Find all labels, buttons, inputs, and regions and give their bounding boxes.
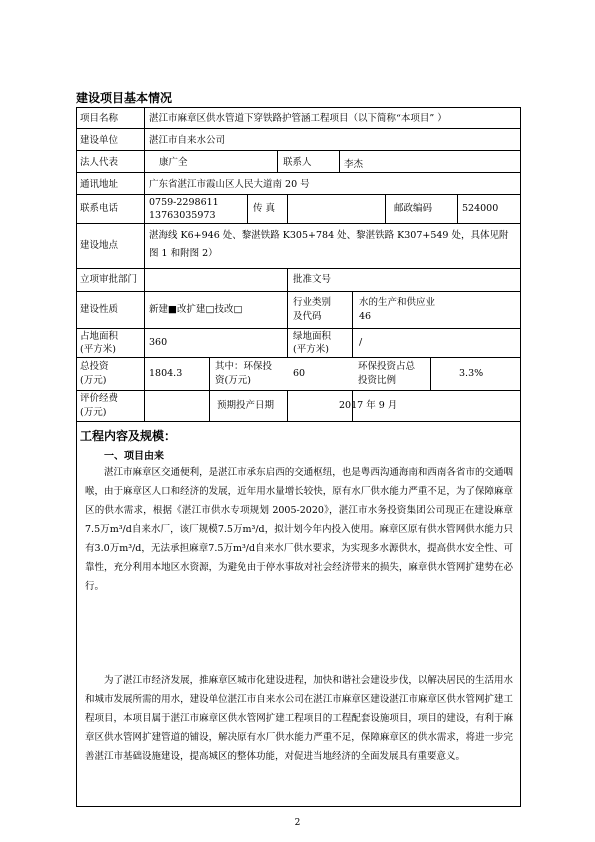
- area-label-2: (平方米): [80, 344, 116, 355]
- invest-label-1: 总投资: [80, 361, 109, 372]
- contact-label: 联系人: [283, 157, 312, 168]
- address-label: 通讯地址: [80, 179, 119, 190]
- page-number: 2: [294, 818, 301, 828]
- start-date-label: 预期投产日期: [217, 400, 275, 411]
- env-ratio-label-1: 环保投资占总: [358, 361, 416, 372]
- env-ratio-value: 3.3%: [459, 368, 484, 379]
- phone-value-1: 0759-2298611: [149, 197, 219, 208]
- env-invest-value: 60: [293, 368, 306, 379]
- builder-label: 建设单位: [80, 135, 119, 146]
- postcode-label: 邮政编码: [394, 203, 433, 214]
- project-name-value: 湛江市麻章区供水管道下穿铁路护管涵工程项目（以下简称“本项目” ）: [149, 113, 447, 124]
- legal-rep-label: 法人代表: [80, 157, 119, 168]
- address-value: 广东省湛江市霞山区人民大道南 20 号: [149, 179, 310, 190]
- industry-label-1: 行业类别: [293, 297, 332, 308]
- area-label-1: 占地面积: [80, 331, 119, 342]
- eval-fee-label-1: 评价经费: [80, 393, 119, 404]
- row-divider: [77, 421, 520, 422]
- nature-label: 建设性质: [80, 304, 119, 315]
- invest-value: 1804.3: [149, 368, 183, 379]
- env-invest-label-1: 其中：环保投: [215, 361, 273, 372]
- green-value: /: [359, 337, 363, 348]
- column-divider: [352, 291, 353, 357]
- column-divider: [287, 268, 288, 291]
- column-divider: [339, 150, 340, 172]
- column-divider: [287, 390, 288, 421]
- postcode-value: 524000: [462, 203, 499, 214]
- project-name-label: 项目名称: [80, 113, 119, 124]
- approval-no-label: 批准文号: [293, 274, 332, 285]
- green-label-1: 绿地面积: [293, 331, 332, 342]
- column-divider: [430, 357, 431, 390]
- nature-value: 新建■改扩建□技改□: [149, 304, 243, 315]
- column-divider: [144, 291, 145, 421]
- invest-label-2: (万元): [80, 375, 107, 386]
- basic-info-sheet: [76, 107, 521, 807]
- env-ratio-label-2: 投资比例: [358, 375, 397, 386]
- column-divider: [457, 194, 458, 223]
- env-invest-label-2: 资(万元): [215, 375, 251, 386]
- section-title: 工程内容及规模：: [80, 429, 177, 443]
- industry-label-2: 及代码: [293, 311, 322, 322]
- phone-label: 联系电话: [80, 203, 119, 214]
- legal-rep-value: 康广全: [159, 157, 188, 168]
- page-title: 建设项目基本情况: [76, 91, 173, 105]
- column-divider: [385, 194, 386, 223]
- column-divider: [209, 357, 210, 421]
- location-value: 湛海线 K6+946 处、黎湛铁路 K305+784 处、黎湛铁路 K307+549 处，具体见附图 1 和附图 2）: [149, 230, 509, 259]
- paragraph: 为了湛江市经济发展，推麻章区城市化建设进程，加快和谐社会建设步伐，以解决居民的生活用水和城市发展所需的用水，建设单位湛江市自来水公司在湛江市麻章区建设湛江市麻章区供水管网扩建工程项目，本项目属于湛江市麻章区供水管网扩建工程项目的工程配套设施项目，项目的建设，有利于麻章区供水管网扩建管道的铺设，解决原有水厂供水能力严重不足，保障麻章区的供水需求，将进一步完善湛江市基础设施建设，提高城区的整体功能，对促进当地经济的全面发展具有重要意义。: [85, 675, 513, 762]
- subsection-title: 一、项目由来: [104, 451, 164, 462]
- phone-value-2: 13763035973: [149, 210, 216, 221]
- eval-fee-label-2: (万元): [80, 407, 107, 418]
- column-divider: [144, 108, 145, 291]
- green-label-2: (平方米): [293, 344, 329, 355]
- approval-dept-label: 立项审批部门: [80, 274, 138, 285]
- fax-label: 传 真: [253, 203, 276, 214]
- builder-value: 湛江市自来水公司: [149, 135, 226, 146]
- industry-value-1: 水的生产和供应业: [359, 297, 436, 308]
- column-divider: [287, 291, 288, 357]
- column-divider: [247, 194, 248, 223]
- industry-value-2: 46: [359, 311, 372, 322]
- area-value: 360: [149, 337, 168, 348]
- contact-value: 李杰: [344, 159, 364, 170]
- column-divider: [277, 150, 278, 172]
- paragraph: 湛江市麻章区交通便利，是湛江市承东启西的交通枢纽，也是粤西沟通海南和西南各省市的交通咽喉，由于麻章区人口和经济的发展，近年用水量增长较快，原有水厂供水能力严重不足，为了保障麻章区的供水需求，根据《湛江市供水专项规划 2005-2020》，湛江市水务投资集团公司现正在建设麻章7.5万m³/d自来水厂，该厂规模7.5万m³/d，拟计划今年内投入使用。麻章区原有供水管网供水能力只有3.0万m³/d，无法承担麻章7.5万m³/d自来水厂供水要求，为实现多水源供水，提高供水安全性、可靠性，充分利用本地区水资源，为避免由于停水事故对社会经济带来的损失，麻章供水管网扩建势在必行。: [85, 467, 513, 592]
- location-label: 建设地点: [80, 240, 119, 251]
- start-date-value: 2017 年 9 月: [339, 400, 398, 411]
- column-divider: [287, 194, 288, 223]
